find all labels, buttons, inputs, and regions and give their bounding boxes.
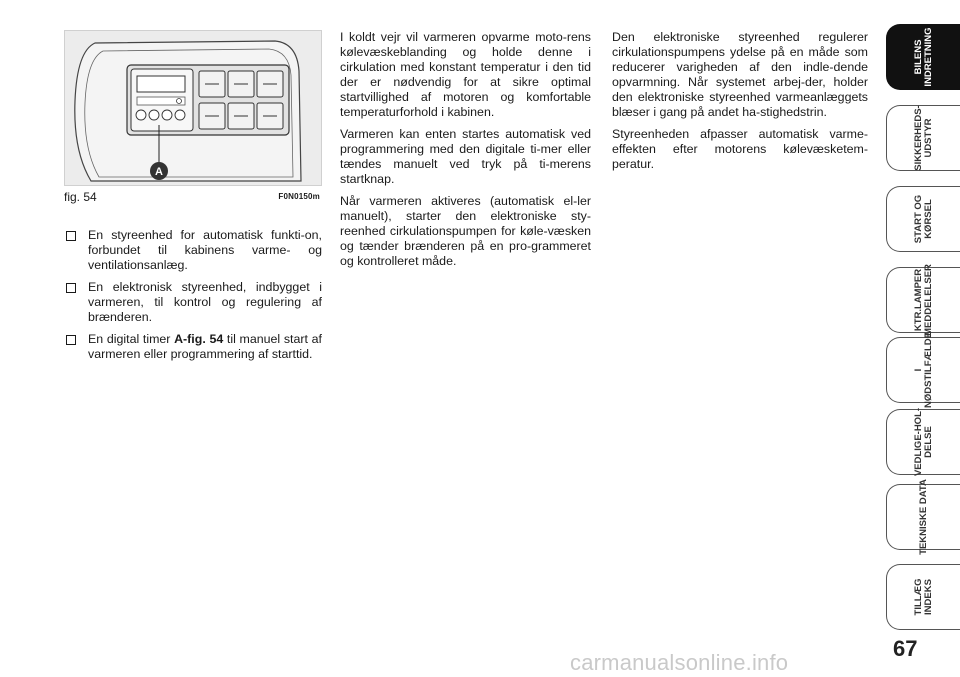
tab-vedligeholdelse[interactable] — [886, 409, 960, 475]
tab-label: I NØDSTILFÆLDE — [912, 332, 934, 408]
column-1 — [64, 228, 322, 369]
tab-label: VEDLIGE-HOL- DELSE — [912, 407, 934, 477]
tab-tillaeg-indeks[interactable] — [886, 564, 960, 630]
bullet-item — [64, 228, 322, 273]
paragraph: Varmeren kan enten startes automatisk ved programmering med den digitale ti-mer eller tændes manuelt ved tryk på ti-merens startknap. — [340, 127, 591, 186]
tab-label: TILLÆG INDEKS — [912, 578, 934, 616]
tab-label: TEKNISKE DATA — [917, 479, 929, 555]
checkbox-bullet-icon — [66, 231, 76, 241]
bullet-text: En elektronisk styreenhed, indbygget i varmeren, til kontrol og regulering af brænderen. — [88, 280, 322, 324]
tab-tekniske-data[interactable] — [886, 479, 960, 555]
tab-label: KTR.LAMPER MEDDELELSER — [912, 264, 934, 336]
tab-label: BILENS INDRETNING — [912, 27, 934, 87]
tab-bilens-indretning[interactable] — [886, 24, 960, 90]
paragraph: Når varmeren aktiveres (automatisk el-ler manuelt), starter den elektroniske sty-reenhed cirkulationspumpen for køle-væsken og tænder brænderen på en pro-grammeret og kontrolleret måde. — [340, 194, 591, 268]
tab-ktr-lamper[interactable] — [886, 264, 960, 336]
watermark: carmanualsonline.info — [570, 650, 789, 675]
paragraph: Den elektroniske styreenhed regulerer cirkulationspumpens ydelse på en måde som reducerer varigheden af den indle-dende opvarmning. Når systemet arbej-der, holder den elektroniske styreenhed varmeanlæggets blæser i gang på andet ha-stighedstrin. — [612, 30, 868, 119]
tab-nodstilfaelde[interactable] — [886, 332, 960, 408]
figure-caption — [64, 190, 322, 206]
bullet-item — [64, 280, 322, 325]
timer-panel-illustration — [65, 31, 323, 187]
paragraph: Styreenheden afpasser automatisk varme-effekten efter motorens kølevæsketem-peratur. — [612, 127, 868, 171]
bullet-text: til manuel start af varmeren eller programmering af starttid. — [88, 332, 322, 361]
column-2 — [340, 30, 591, 276]
figure-54 — [64, 30, 322, 186]
bullet-text: En digital timer — [88, 332, 175, 346]
bullet-item — [64, 332, 322, 362]
figure-number: fig. 54 — [64, 190, 97, 204]
checkbox-bullet-icon — [66, 283, 76, 293]
page-number: 67 — [893, 636, 918, 661]
paragraph: I koldt vejr vil varmeren opvarme moto-rens kølevæskeblanding og holde denne i cirkulation med konstant temperatur i den tid der er nødvendig for at sikre optimal startvillighed af motoren og komfortable temperaturforhold i kabinen. — [340, 30, 591, 119]
tab-sikkerhedsudstyr[interactable] — [886, 105, 960, 171]
bullet-text: En styreenhed for automatisk funkti-on, forbundet til kabinens varme- og ventilationsanlæg. — [88, 228, 322, 272]
checkbox-bullet-icon — [66, 335, 76, 345]
figure-reference: A-fig. 54 — [174, 332, 224, 346]
callout-label: A — [155, 166, 163, 178]
figure-code: F0N0150m — [278, 192, 320, 201]
tab-label: SIKKERHEDS- UDSTYR — [912, 105, 934, 171]
tab-label: START OG KØRSEL — [912, 194, 934, 244]
column-3 — [612, 30, 868, 179]
tab-start-og-korsel[interactable] — [886, 186, 960, 252]
